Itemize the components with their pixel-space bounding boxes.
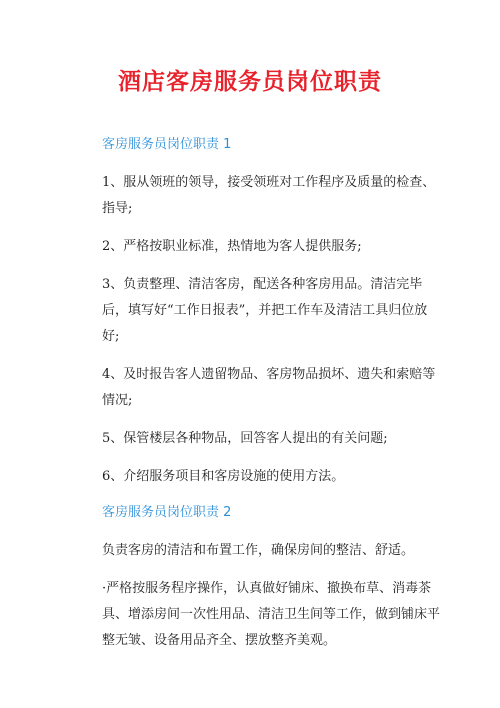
duty-paragraph-2: ·严格按服务程序操作，认真做好铺床、撤换布草、消毒茶具、增添房间一次性用品、清洁卫生间等工作，做到铺床平整无皱、设备用品齐全、摆放整齐美观。: [102, 581, 441, 648]
duty-item-5: 5、保管楼层各种物品，回答客人提出的有关问题;: [102, 431, 388, 446]
duty-paragraph-1: 负责客房的清洁和布置工作，确保房间的整洁、舒适。: [102, 543, 415, 558]
duty-item-6: 6、介绍服务项目和客房设施的使用方法。: [102, 469, 345, 484]
document-body: [102, 134, 442, 654]
duty-item-4: 4、及时报告客人遗留物品、客房物品损坏、遗失和索赔等情况;: [102, 367, 436, 408]
duty-item-3: 3、负责整理、清洁客房，配送各种客房用品。清洁完毕后，填写好“工作日报表”，并把工作车及清洁工具归位放好;: [102, 277, 428, 344]
duty-item-2: 2、严格按职业标准，热情地为客人提供服务;: [102, 239, 362, 254]
section-heading-2: 客房服务员岗位职责 2: [102, 505, 232, 520]
document-title: 酒店客房服务员岗位职责: [118, 69, 382, 95]
duty-item-1: 1、服从领班的领导，接受领班对工作程序及质量的检查、指导;: [102, 175, 436, 216]
section-heading-1: 客房服务员岗位职责 1: [102, 137, 232, 152]
